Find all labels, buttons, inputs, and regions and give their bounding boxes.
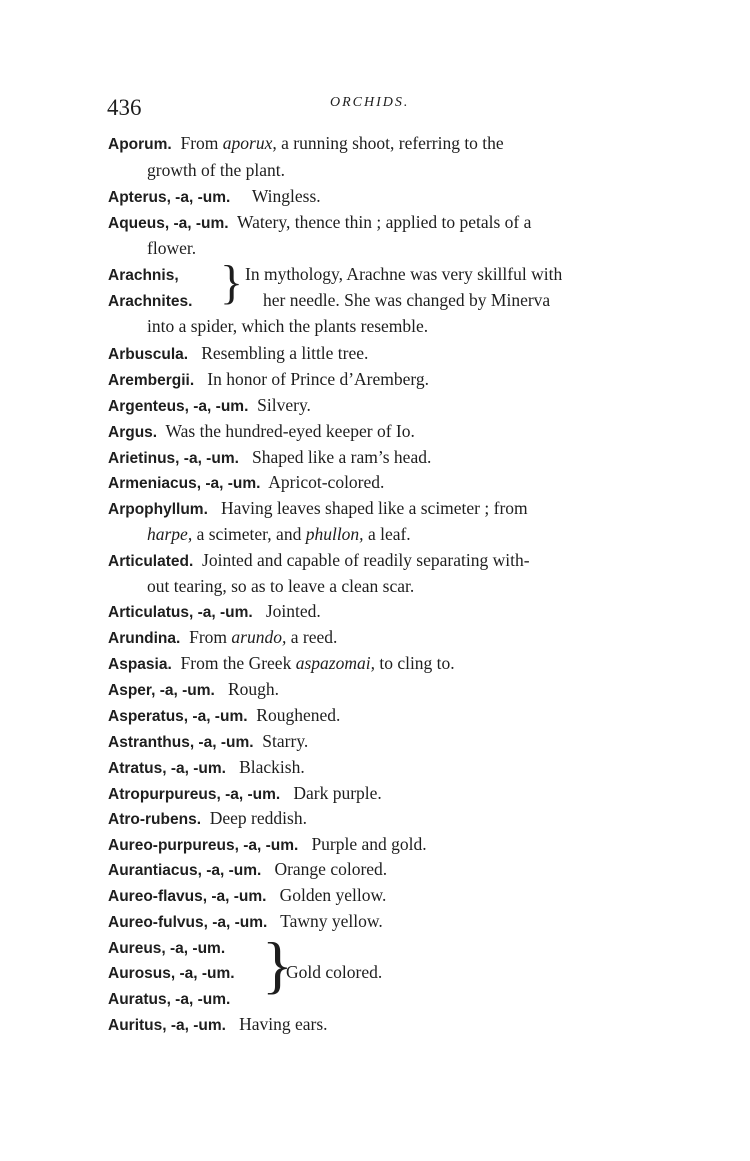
entry-arbuscula — [108, 343, 368, 364]
entry-arundina — [108, 627, 337, 648]
entry-text: a reed. — [286, 627, 338, 647]
entry-term: Atratus, -a, -um. — [108, 760, 226, 777]
entry-text: Roughened. — [256, 705, 341, 725]
entry-articulated — [108, 550, 530, 571]
entry-continuation — [147, 524, 411, 545]
entry-term: Armeniacus, -a, -um. — [108, 475, 261, 492]
entry-text: Apricot-colored. — [268, 472, 385, 492]
entry-term: Astranthus, -a, -um. — [108, 734, 254, 751]
entry-aspasia — [108, 653, 455, 674]
entry-term: Arundina. — [108, 630, 181, 647]
entry-text: Dark purple. — [293, 783, 382, 803]
entry-text: Purple and gold. — [311, 834, 427, 854]
entry-term: Apterus, -a, -um. — [108, 189, 231, 206]
entry-text: Gold colored. — [286, 962, 383, 982]
entry-text: Deep reddish. — [209, 808, 307, 828]
entry-term: Aureo-purpureus, -a, -um. — [108, 837, 299, 854]
page-number: 436 — [107, 95, 142, 120]
entry-aureo-purpureus — [108, 834, 427, 855]
entry-argenteus — [108, 395, 311, 416]
entry-aureo-fulvus — [108, 911, 383, 932]
entry-term: Asper, -a, -um. — [108, 682, 215, 699]
entry-atropurpureus — [108, 783, 382, 804]
entry-text: Jointed and capable of readily separating with- — [202, 550, 530, 570]
entry-term: Aporum. — [108, 136, 172, 153]
entry-asper — [108, 679, 279, 700]
entry-aureus — [108, 937, 225, 958]
entry-term: Auritus, -a, -um. — [108, 1017, 226, 1034]
entry-text: Blackish. — [239, 757, 305, 777]
entry-etymon: arundo, — [231, 627, 287, 647]
entry-term: Aqueus, -a, -um. — [108, 215, 229, 232]
entry-asperatus — [108, 705, 340, 726]
running-head: ORCHIDS. — [330, 95, 410, 110]
entry-auritus — [108, 1014, 328, 1035]
entry-text: From the Greek — [180, 653, 296, 673]
entry-etymon: aporux, — [222, 133, 277, 153]
entry-term: Arachnites. — [108, 293, 193, 310]
brace-aureus-group: } — [262, 929, 293, 1000]
entry-term: Asperatus, -a, -um. — [108, 708, 248, 725]
entry-articulatus — [108, 601, 321, 622]
entry-aqueus — [108, 212, 531, 233]
entry-text: From — [189, 627, 232, 647]
entry-term: Arachnis, — [108, 267, 179, 284]
entry-text: In honor of Prince d’Aremberg. — [207, 369, 430, 389]
entry-term: Atro-rubens. — [108, 811, 201, 828]
entry-text: From — [180, 133, 223, 153]
entry-astranthus — [108, 731, 308, 752]
entry-text: Having leaves shaped like a scimeter ; from — [221, 498, 528, 518]
entry-text: Golden yellow. — [279, 885, 387, 905]
entry-arpophyllum — [108, 498, 528, 519]
entry-term: Argenteus, -a, -um. — [108, 398, 249, 415]
entry-etymon: phullon, — [305, 524, 364, 544]
entry-aporum — [108, 133, 504, 154]
entry-text: Jointed. — [265, 601, 321, 621]
entry-text: Having ears. — [239, 1014, 328, 1034]
entry-aurantiacus — [108, 859, 387, 880]
entry-argus — [108, 421, 415, 442]
entry-term: Atropurpureus, -a, -um. — [108, 786, 281, 803]
entry-term: Arpophyllum. — [108, 501, 208, 518]
entry-term: Aurantiacus, -a, -um. — [108, 862, 262, 879]
entry-apterus — [108, 186, 321, 207]
entry-continuation: flower. — [147, 238, 197, 258]
entry-term: Aureo-flavus, -a, -um. — [108, 888, 267, 905]
entry-text: Was the hundred-eyed keeper of Io. — [165, 421, 415, 441]
entry-text: Watery, thence thin ; applied to petals of a — [237, 212, 532, 232]
entry-arietinus — [108, 447, 431, 468]
entry-atro-rubens — [108, 808, 307, 829]
entry-term: Arembergii. — [108, 372, 195, 389]
entry-text: her needle. She was changed by Minerva — [263, 290, 551, 310]
entry-term: Auratus, -a, -um. — [108, 991, 231, 1008]
entry-term: Arietinus, -a, -um. — [108, 450, 239, 467]
entry-text: Shaped like a ram’s head. — [252, 447, 432, 467]
entry-text: a running shoot, referring to the — [276, 133, 504, 153]
entry-arembergii — [108, 369, 429, 390]
entry-text: a scimeter, and — [192, 524, 306, 544]
entry-text: Rough. — [227, 679, 279, 699]
entry-text: Starry. — [262, 731, 309, 751]
entry-text: a leaf. — [363, 524, 411, 544]
entry-term: Aureo-fulvus, -a, -um. — [108, 914, 268, 931]
entry-atratus — [108, 757, 305, 778]
entry-text: Silvery. — [257, 395, 311, 415]
entry-term: Arbuscula. — [108, 346, 189, 363]
entry-term: Aurosus, -a, -um. — [108, 965, 235, 982]
entry-etymon: harpe, — [147, 524, 193, 544]
entry-aurosus — [108, 962, 235, 983]
entry-text: Orange colored. — [274, 859, 388, 879]
entry-text: Tawny yellow. — [280, 911, 383, 931]
entry-term: Aureus, -a, -um. — [108, 940, 226, 957]
entry-continuation: out tearing, so as to leave a clean scar. — [147, 576, 415, 596]
entry-arachnis — [108, 264, 179, 285]
entry-text: Resembling a little tree. — [201, 343, 369, 363]
entry-text: Wingless. — [251, 186, 321, 206]
entry-text: In mythology, Arachne was very skillful with — [245, 264, 563, 284]
entry-text: to cling to. — [374, 653, 455, 673]
entry-term: Argus. — [108, 424, 158, 441]
brace-arachnis: } — [220, 256, 244, 309]
entry-term: Articulated. — [108, 553, 194, 570]
entry-term: Aspasia. — [108, 656, 172, 673]
entry-aureo-flavus — [108, 885, 386, 906]
entry-term: Articulatus, -a, -um. — [108, 604, 253, 621]
entry-etymon: aspazomai, — [295, 653, 375, 673]
entry-continuation: into a spider, which the plants resemble. — [147, 316, 429, 336]
entry-arachnites — [108, 290, 192, 311]
entry-auratus — [108, 988, 230, 1009]
entry-armeniacus — [108, 472, 384, 493]
entry-continuation: growth of the plant. — [147, 160, 286, 180]
